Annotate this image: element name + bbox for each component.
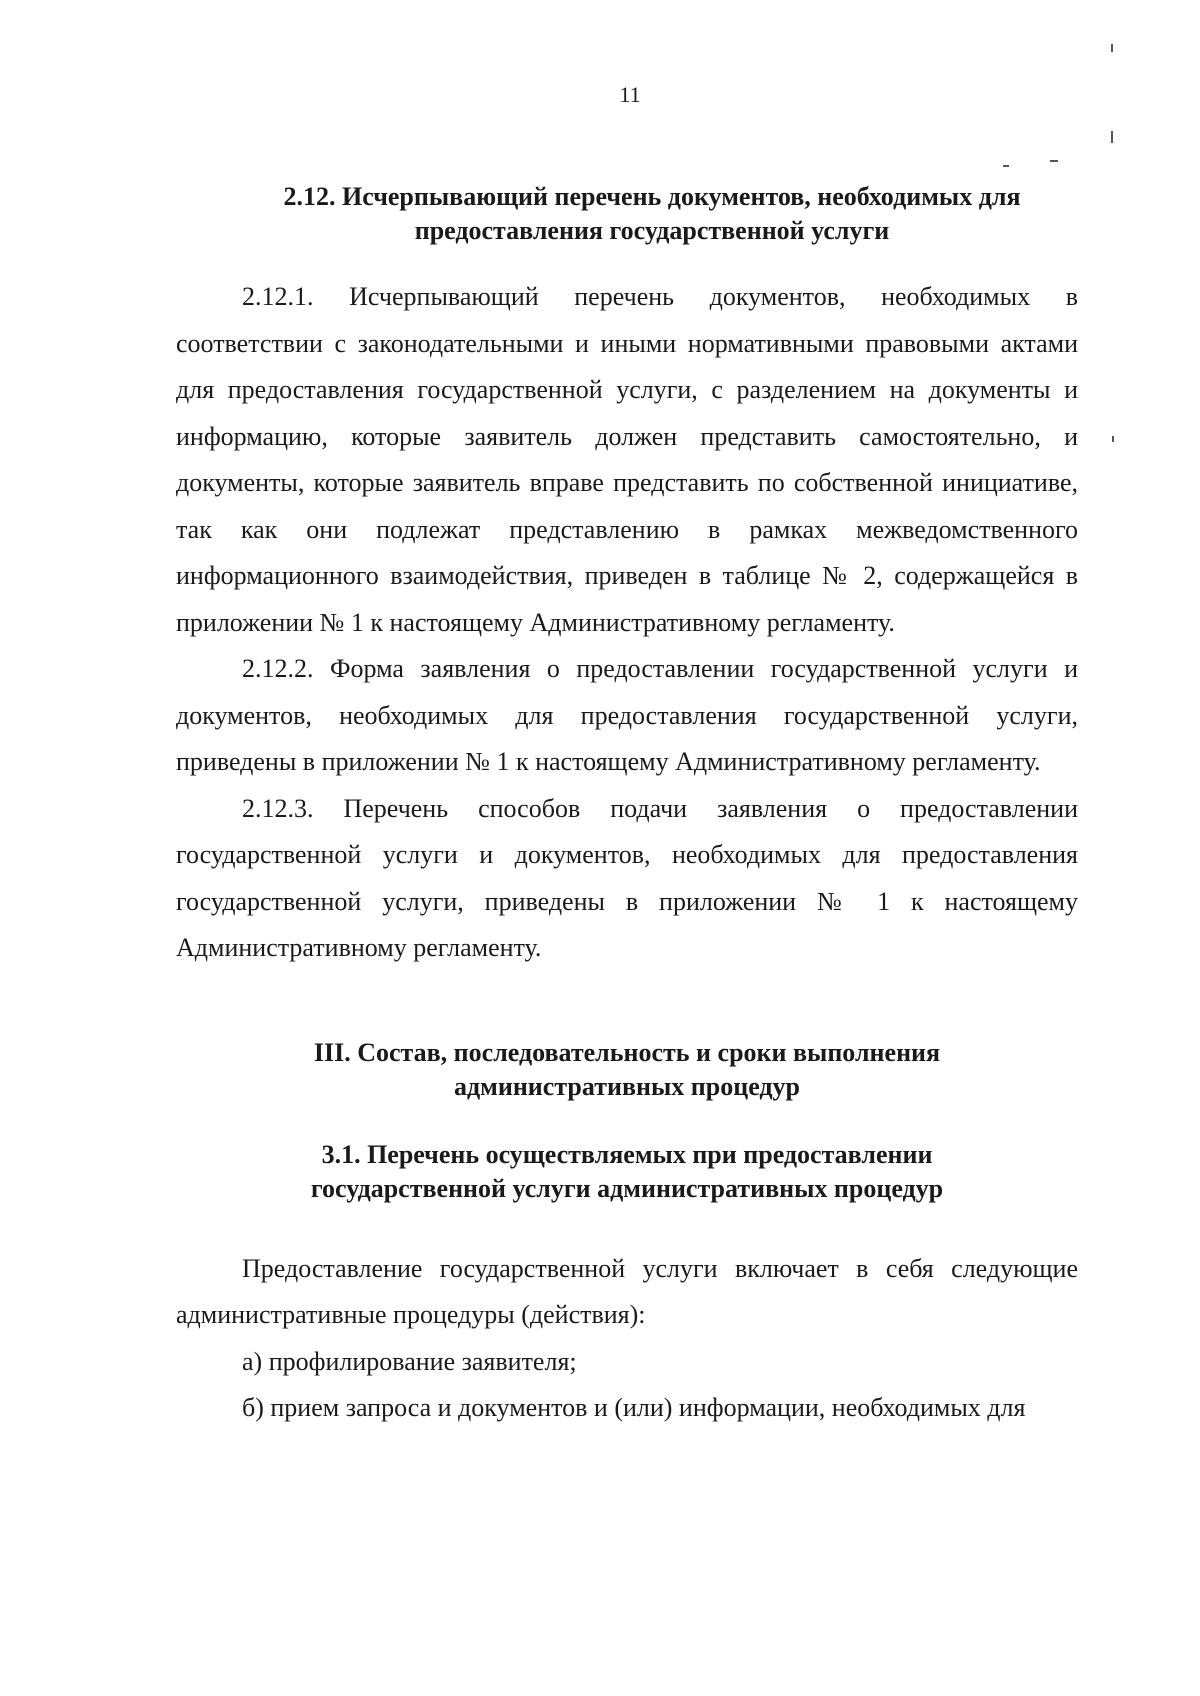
paragraph-3-1-intro: Предоставление государственной услуги включает в себя следующие административные процедуры (действия): xyxy=(176,1253,1078,1329)
paragraph-2-12-2: 2.12.2. Форма заявления о предоставлении государственной услуги и документов, необходимых для предоставления государственной услуги, приведены в приложении № 1 к настоящему Административному регламенту. xyxy=(176,654,1078,776)
scan-speck xyxy=(1111,44,1113,52)
heading-line: государственной услуги административных процедур xyxy=(310,1173,944,1203)
section-2-12-heading xyxy=(226,180,1078,248)
heading-line: 2.12. Исчерпывающий перечень документов, необходимых для xyxy=(283,182,1021,211)
list-item: а) профилирование заявителя; xyxy=(242,1346,577,1376)
document-body xyxy=(176,180,1078,1432)
scan-speck xyxy=(1111,131,1113,143)
heading-line: предоставления государственной услуги xyxy=(414,216,890,245)
heading-line: 3.1. Перечень осуществляемых при предоставлении xyxy=(321,1139,933,1169)
scan-speck xyxy=(1050,160,1058,162)
scan-speck xyxy=(1112,436,1114,442)
list-item: б) прием запроса и документов и (или) информации, необходимых для xyxy=(242,1393,1026,1422)
heading-line: административных процедур xyxy=(453,1071,801,1101)
page-number: 11 xyxy=(619,82,641,107)
scan-speck xyxy=(1003,165,1009,167)
section-3-1-heading xyxy=(176,1138,1078,1206)
heading-line: III. Состав, последовательность и сроки выполнения xyxy=(313,1037,941,1067)
section-3-heading xyxy=(176,1036,1078,1104)
paragraph-2-12-3: 2.12.3. Перечень способов подачи заявления о предоставлении государственной услуги и документов, необходимых для предоставления государственной услуги, приведены в приложении № 1 к настоящему Административному регламенту. xyxy=(176,793,1078,962)
paragraph-2-12-1: 2.12.1. Исчерпывающий перечень документов, необходимых в соответствии с законодательными и иными нормативными правовыми актами для предоставления государственной услуги, с разделением на документы и информацию, которые заявитель должен представить самостоятельно, и документы, которые заявитель вправе представить по собственной инициативе, так как они подлежат представлению в рамках межведомственного информационного взаимодействия, приведен в таблице № 2, содержащейся в приложении № 1 к настоящему Административному регламенту. xyxy=(176,282,1078,637)
